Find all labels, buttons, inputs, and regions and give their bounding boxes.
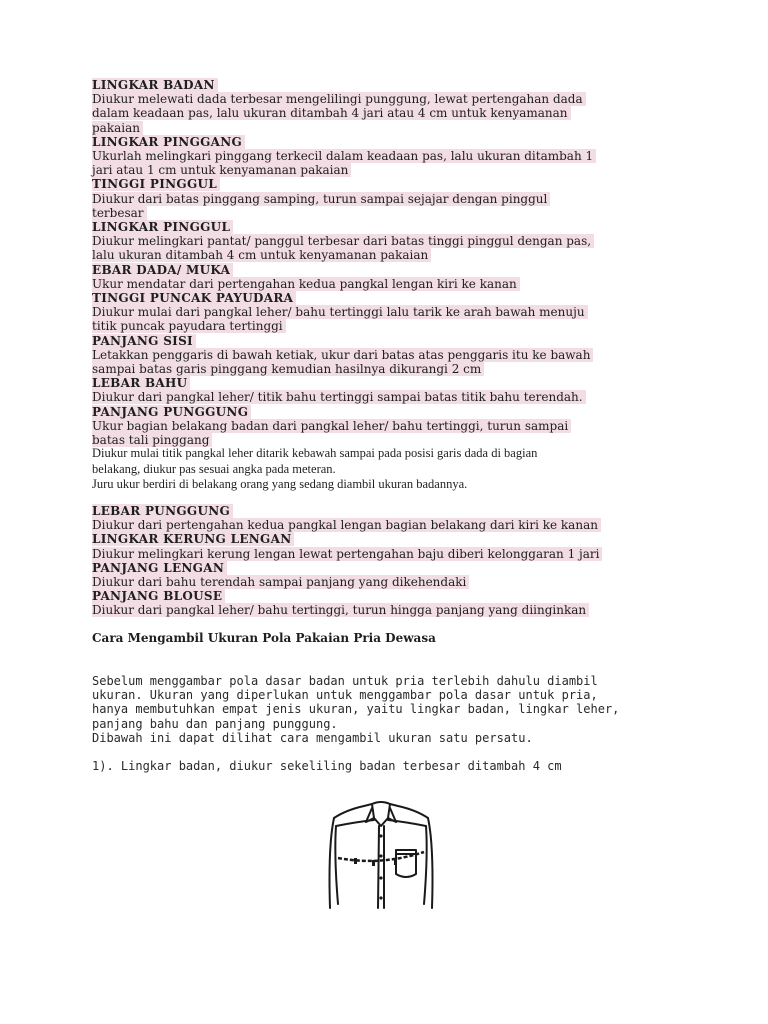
section-text: Diukur dari pertengahan kedua pangkal lengan bagian belakang dari kiri ke kanan [92,518,601,532]
section-text: titik puncak payudara tertinggi [92,319,286,333]
section-text: Diukur melingkari pantat/ panggul terbesar dari batas tinggi pinggul dengan pas, [92,234,594,248]
section-title: LEBAR BAHU [92,376,190,390]
section-text: Diukur mulai dari pangkal leher/ bahu tertinggi lalu tarik ke arah bawah menuju [92,305,588,319]
intro-line: panjang bahu dan panjang punggung. [92,716,338,731]
note-line: belakang, diukur pas sesuai angka pada meteran. [92,461,336,476]
shirt-chest-measurement-illustration [316,796,446,914]
section-title: EBAR DADA/ MUKA [92,263,233,277]
note-line: Diukur mulai titik pangkal leher ditarik kebawah sampai pada posisi garis dada di bagian [92,446,538,460]
section-text: Ukur mendatar dari pertengahan kedua pangkal lengan kiri ke kanan [92,277,520,291]
section-text: lalu ukuran ditambah 4 cm untuk kenyamanan pakaian [92,248,431,262]
section-text: Ukurlah melingkari pinggang terkecil dalam keadaan pas, lalu ukuran ditambah 1 [92,149,596,163]
section-text: Diukur dari bahu terendah sampai panjang yang dikehendaki [92,575,469,589]
section-text: Diukur dari batas pinggang samping, turun sampai sejajar dengan pinggul [92,192,550,206]
section-text: Diukur dari pangkal leher/ bahu tertinggi, turun hingga panjang yang diinginkan [92,603,589,617]
section-title: PANJANG BLOUSE [92,589,225,603]
intro-line: hanya membutuhkan empat jenis ukuran, yaitu lingkar badan, lingkar leher, [92,702,620,717]
section-title: LINGKAR KERUNG LENGAN [92,532,294,546]
section-title: PANJANG SISI [92,334,196,348]
section-text: Ukur bagian belakang badan dari pangkal leher/ bahu tertinggi, turun sampai [92,419,571,433]
intro-line: ukuran. Ukuran yang diperlukan untuk menggambar pola dasar untuk pria, [92,688,598,703]
section-title: TINGGI PINGGUL [92,177,220,191]
section-title: TINGGI PUNCAK PAYUDARA [92,291,296,305]
measurement-list-back [92,504,602,618]
section-text: Diukur dari pangkal leher/ titik bahu tertinggi sampai batas titik bahu terendah. [92,390,586,404]
intro-line: Sebelum menggambar pola dasar badan untuk pria terlebih dahulu diambil [92,674,598,688]
section-text: dalam keadaan pas, lalu ukuran ditambah 4 jari atau 4 cm untuk kenyamanan [92,106,571,120]
section-title: LINGKAR BADAN [92,78,218,92]
section-title: LEBAR PUNGGUNG [92,504,233,518]
measurement-list-women [92,78,596,447]
section-text: Diukur melewati dada terbesar mengelilingi punggung, lewat pertengahan dada [92,92,586,106]
section-title: LINGKAR PINGGANG [92,135,245,149]
section-text: Letakkan penggaris di bawah ketiak, ukur dari batas atas penggaris itu ke bawah [92,348,593,362]
section-text: jari atau 1 cm untuk kenyamanan pakaian [92,163,351,177]
section-text: sampai batas garis pinggang kemudian hasilnya dikurangi 2 cm [92,362,484,376]
section-title: PANJANG LENGAN [92,561,227,575]
section-text: Diukur melingkari kerung lengan lewat pertengahan baju diberi kelonggaran 1 jari [92,547,602,561]
men-section-title: Cara Mengambil Ukuran Pola Pakaian Pria Dewasa [92,631,436,645]
section-title: LINGKAR PINGGUL [92,220,233,234]
intro-line: Dibawah ini dapat dilihat cara mengambil ukuran satu persatu. [92,730,533,745]
section-text: terbesar [92,206,147,220]
men-intro-paragraph [92,674,619,745]
step-one-text: 1). Lingkar badan, diukur sekeliling badan terbesar ditambah 4 cm [92,759,562,773]
note-line: Juru ukur berdiri di belakang orang yang sedang diambil ukuran badannya. [92,477,468,491]
section-title: PANJANG PUNGGUNG [92,405,251,419]
section-text: pakaian [92,121,143,135]
section-text: batas tali pinggang [92,433,212,447]
back-length-note [92,446,537,493]
